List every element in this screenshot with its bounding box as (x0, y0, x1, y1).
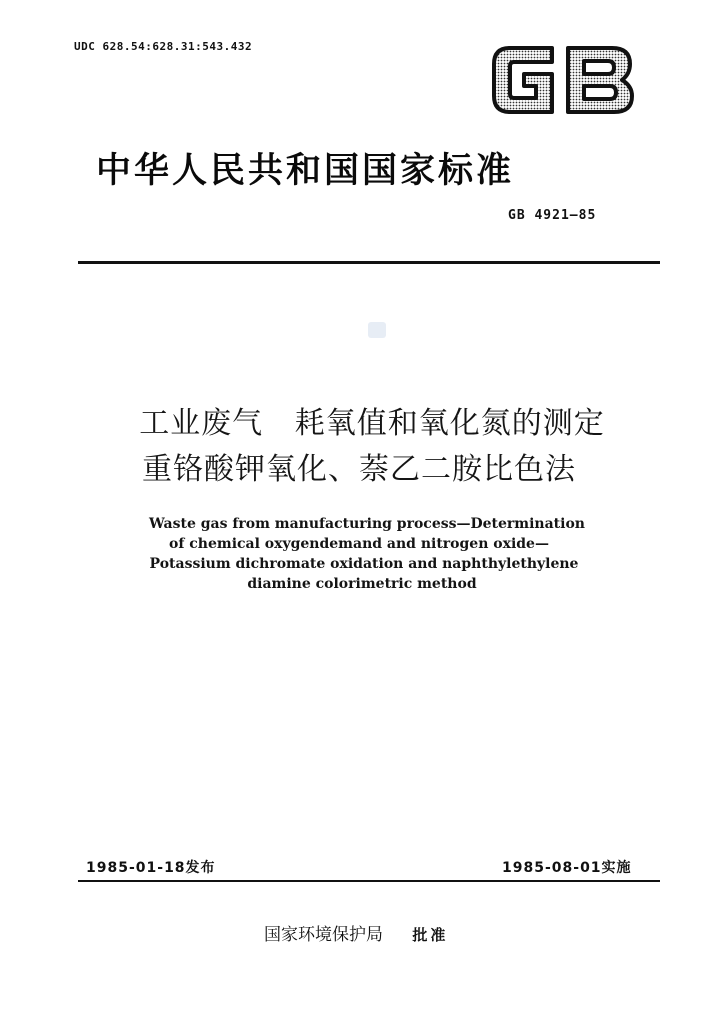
watermark-mark (368, 322, 386, 338)
english-title-line-4: diamine colorimetric method (247, 576, 477, 592)
implement-date: 1985-08-01实施 (502, 860, 632, 876)
approving-body: 国家环境保护局 (264, 925, 383, 945)
chinese-title-line-1: 工业废气 耗氧值和氧化氮的测定 (139, 406, 605, 441)
footer-divider (78, 880, 660, 882)
issue-date: 1985-01-18发布 (86, 860, 216, 876)
gb-logo (488, 44, 638, 116)
header-divider (78, 261, 660, 264)
approve-label: 批准 (412, 926, 449, 944)
udc-code: UDC 628.54:628.31:543.432 (74, 40, 253, 53)
standard-number: GB 4921—85 (508, 208, 597, 223)
approval-line (264, 920, 448, 945)
english-title-line-1: Waste gas from manufacturing process—Determination (149, 516, 585, 532)
english-title-line-2: of chemical oxygendemand and nitrogen oxide— (169, 536, 549, 552)
english-title-line-3: Potassium dichromate oxidation and naphthylethylene (149, 556, 579, 572)
chinese-title-line-2: 重铬酸钾氧化、萘乙二胺比色法 (142, 452, 576, 487)
national-standard-title: 中华人民共和国国家标准 (96, 151, 515, 191)
